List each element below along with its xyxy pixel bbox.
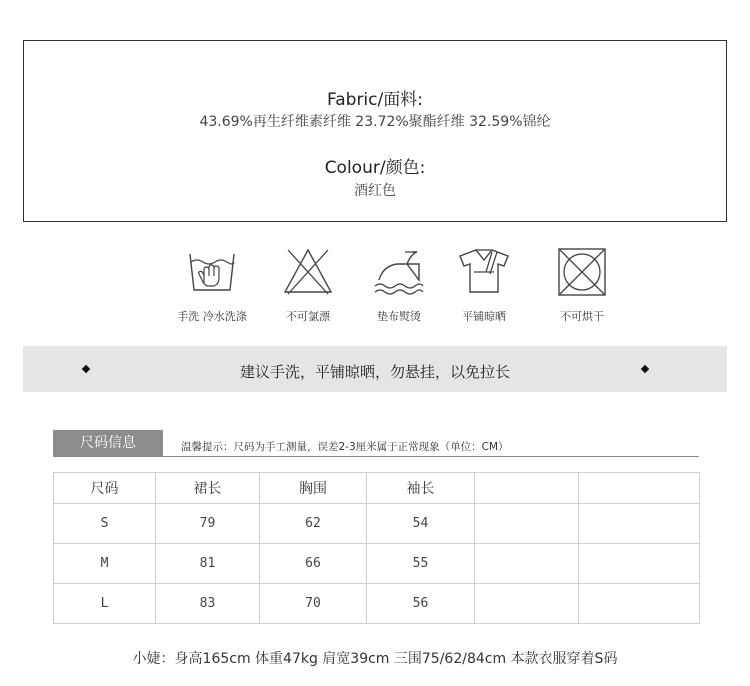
colour-title: Colour/颜色: [324, 158, 426, 178]
table-cell [579, 504, 700, 544]
table-cell: S [54, 504, 156, 544]
care-advice-bar [23, 346, 727, 392]
model-info: 小婕：身高165cm 体重47kg 肩宽39cm 三围75/62/84cm 本款衣服穿着S码 [132, 651, 618, 667]
table-cell: 55 [367, 544, 475, 584]
divider [53, 456, 699, 457]
fabric-info-box [23, 40, 727, 222]
table-cell [475, 544, 579, 584]
size-info-tag: 尺码信息 [53, 430, 163, 456]
table-row [54, 504, 700, 544]
care-label: 不可烘干 [560, 310, 604, 323]
header-cell [579, 473, 700, 504]
table-cell: 70 [260, 584, 367, 624]
care-item-no-tumble-dry [527, 246, 637, 324]
table-cell: 79 [156, 504, 260, 544]
no-tumble-dry-icon [554, 246, 610, 298]
size-table [53, 472, 700, 624]
care-item-dry-flat [429, 246, 539, 324]
care-item-hand-wash [157, 246, 267, 324]
header-cell: 裙长 [156, 473, 260, 504]
header-cell: 胸围 [260, 473, 367, 504]
colour-value: 酒红色 [354, 183, 396, 199]
table-cell: M [54, 544, 156, 584]
table-cell: L [54, 584, 156, 624]
table-cell: 54 [367, 504, 475, 544]
hand-wash-icon [184, 246, 240, 298]
care-label: 垫布熨烫 [377, 310, 421, 323]
table-header-row [54, 473, 700, 504]
dry-flat-shade-icon [456, 246, 512, 298]
size-tip: 温馨提示：尺码为手工测量，误差2-3厘米属于正常现象（单位：CM） [181, 441, 509, 453]
table-cell: 66 [260, 544, 367, 584]
header-cell [475, 473, 579, 504]
table-cell [579, 544, 700, 584]
header-cell: 袖长 [367, 473, 475, 504]
table-cell [579, 584, 700, 624]
table-cell [475, 584, 579, 624]
care-label: 不可氯漂 [286, 310, 330, 323]
header-cell: 尺码 [54, 473, 156, 504]
table-cell: 81 [156, 544, 260, 584]
care-label: 平铺晾晒 [462, 310, 506, 323]
fabric-title: Fabric/面料: [327, 90, 423, 110]
iron-with-cloth-icon [371, 246, 427, 298]
care-label: 手洗 冷水洗涤 [177, 310, 247, 323]
fabric-composition: 43.69%再生纤维素纤维 23.72%聚酯纤维 32.59%锦纶 [199, 114, 551, 130]
table-row [54, 544, 700, 584]
no-bleach-icon [280, 246, 336, 298]
table-cell: 83 [156, 584, 260, 624]
table-cell: 62 [260, 504, 367, 544]
table-row [54, 584, 700, 624]
care-advice-text: 建议手洗，平铺晾晒，勿悬挂，以免拉长 [239, 363, 510, 381]
table-cell [475, 504, 579, 544]
table-cell: 56 [367, 584, 475, 624]
